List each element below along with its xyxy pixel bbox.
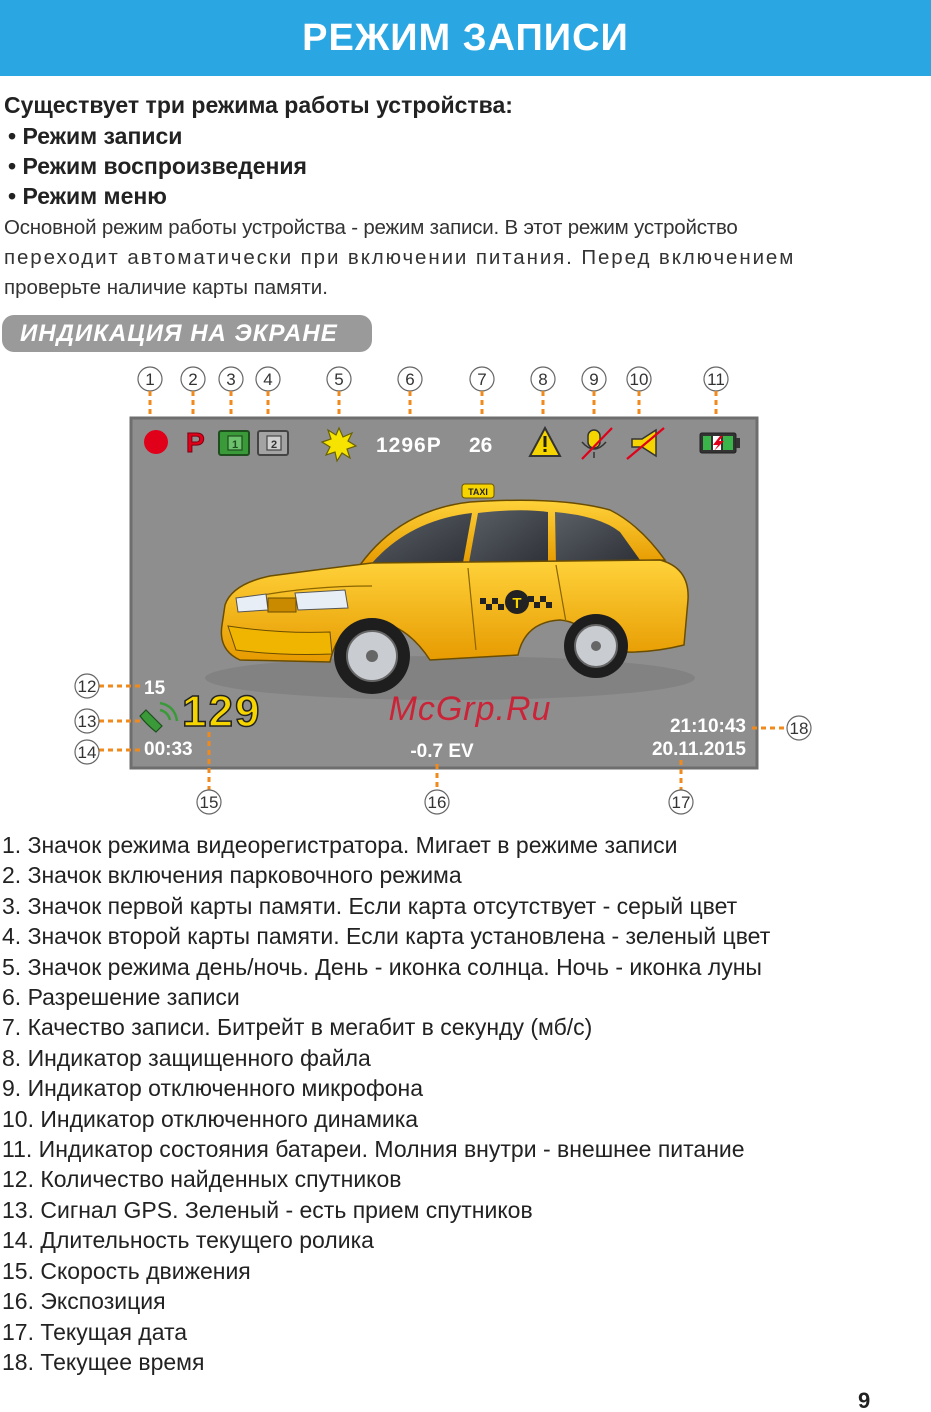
date-indicator: 20.11.2015 [651, 739, 746, 760]
legend-item-12: 12. Количество найденных спутников [2, 1166, 402, 1193]
callout-9: 9 [589, 370, 599, 389]
legend-item-2: 2. Значок включения парковочного режима [2, 862, 462, 889]
mode-item-playback: • Режим воспроизведения [8, 153, 307, 179]
legend-item-5: 5. Значок режима день/ночь. День - иконка солнца. Ночь - иконка луны [2, 953, 762, 980]
speed-indicator: 129 [182, 687, 262, 736]
callout-14: 14 [77, 743, 97, 762]
legend-item-7: 7. Качество записи. Битрейт в мегабит в секунду (мб/с) [2, 1014, 593, 1041]
intro-lead: Существует три режима работы устройства: [4, 92, 513, 118]
callout-8: 8 [538, 370, 548, 389]
memory-card-2-label: 2 [270, 439, 278, 451]
page-title: РЕЖИМ ЗАПИСИ [302, 16, 629, 59]
bitrate-indicator: 26 [469, 434, 493, 457]
legend-item-14: 14. Длительность текущего ролика [2, 1227, 374, 1254]
callout-12: 12 [77, 677, 97, 696]
callout-10: 10 [629, 370, 649, 389]
legend-item-8: 8. Индикатор защищенного файла [2, 1044, 371, 1071]
memory-card-1-icon [219, 431, 249, 455]
section-heading-text: ИНДИКАЦИЯ НА ЭКРАНЕ [20, 319, 338, 347]
record-icon [144, 430, 168, 454]
clip-duration: 00:33 [144, 739, 193, 760]
legend-item-17: 17. Текущая дата [2, 1318, 188, 1345]
resolution-indicator: 1296P [376, 434, 442, 457]
exposure-indicator: -0.7 EV [410, 741, 474, 762]
legend-item-9: 9. Индикатор отключенного микрофона [2, 1075, 424, 1102]
watermark: McGrp.Ru [388, 690, 552, 728]
intro-paragraph-line-1: Основной режим работы устройства - режим записи. В этот режим устройство [4, 216, 738, 239]
mode-item-menu: • Режим меню [8, 183, 167, 209]
legend-item-16: 16. Экспозиция [2, 1288, 166, 1315]
legend-item-15: 15. Скорость движения [2, 1257, 251, 1284]
intro-paragraph [4, 213, 930, 303]
callout-1: 1 [145, 370, 155, 389]
callout-11: 11 [707, 370, 725, 389]
intro-paragraph-line-3: проверьте наличие карты памяти. [4, 276, 328, 299]
screen-diagram [0, 360, 931, 820]
time-indicator: 21:10:43 [669, 716, 746, 737]
page-header [0, 0, 931, 76]
callout-6: 6 [405, 370, 415, 389]
callout-7: 7 [477, 370, 487, 389]
section-heading [2, 315, 372, 352]
legend-item-3: 3. Значок первой карты памяти. Если карта отсутствует - серый цвет [2, 892, 738, 919]
callout-4: 4 [263, 370, 273, 389]
memory-card-1-label: 1 [231, 439, 239, 451]
callout-5: 5 [334, 370, 344, 389]
callout-2: 2 [188, 370, 198, 389]
legend-item-18: 18. Текущее время [2, 1348, 205, 1375]
svg-text:T: T [512, 595, 522, 612]
legend-item-11: 11. Индикатор состояния батареи. Молния внутри - внешнее питание [2, 1136, 745, 1163]
callout-3: 3 [226, 370, 236, 389]
callout-13: 13 [77, 712, 97, 731]
taxi-roof-sign: TAXI [468, 487, 488, 497]
page-number: 9 [858, 1388, 871, 1412]
battery-icon [700, 433, 740, 453]
callout-18: 18 [789, 719, 809, 738]
satellite-count: 15 [144, 678, 166, 699]
callout-16: 16 [427, 793, 447, 812]
mode-item-record: • Режим записи [8, 123, 183, 149]
legend-list [2, 830, 928, 1377]
legend-item-10: 10. Индикатор отключенного динамика [2, 1105, 419, 1132]
legend-item-13: 13. Сигнал GPS. Зеленый - есть прием спутников [2, 1196, 533, 1223]
legend-item-4: 4. Значок второй карты памяти. Если карта установлена - зеленый цвет [2, 923, 771, 950]
callout-17: 17 [671, 793, 691, 812]
callout-15: 15 [199, 793, 219, 812]
legend-item-1: 1. Значок режима видеорегистратора. Мигает в режиме записи [2, 832, 678, 858]
parking-mode-icon: P [186, 427, 205, 458]
memory-card-2-icon [258, 431, 288, 455]
intro-paragraph-line-2: переходит автоматически при включении питания. Перед включением [4, 246, 796, 269]
legend-item-6: 6. Разрешение записи [2, 984, 240, 1011]
intro-section [4, 90, 930, 303]
